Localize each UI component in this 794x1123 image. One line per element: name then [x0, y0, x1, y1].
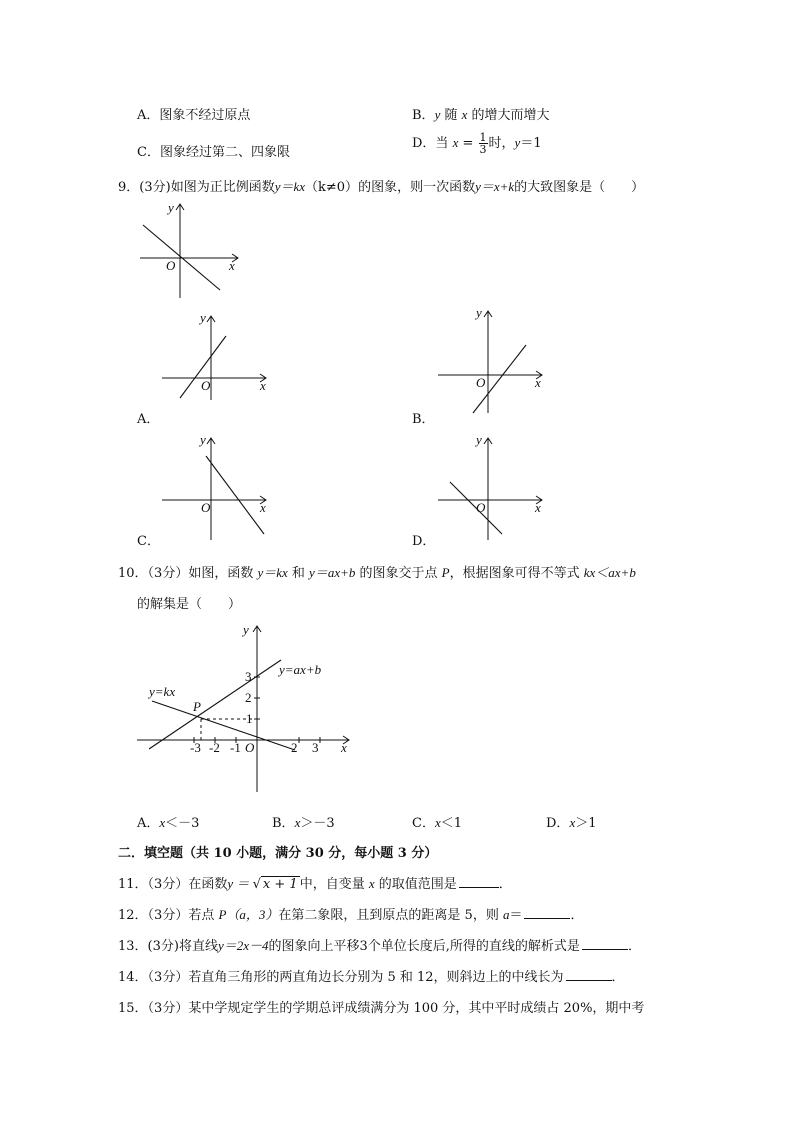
- q10-option-b-letter: B．: [272, 816, 295, 831]
- q10-option-c-letter: C．: [412, 816, 435, 831]
- q9-option-d-graph: [436, 432, 548, 542]
- q9-option-b-letter: B．: [412, 412, 435, 427]
- q12-text-2: 在第二象限，且到原点的距离是 5，则: [278, 908, 503, 923]
- q8-option-d-fraction: [479, 132, 488, 155]
- q10-line-kx-label: y=kx: [149, 684, 176, 699]
- q9-option-c-graph: [160, 432, 272, 542]
- q11-radicand: x + 1: [262, 877, 298, 892]
- q11: [118, 873, 512, 892]
- q10-text-3: 的图象交于点: [355, 566, 442, 581]
- q8-option-a: A．图象不经过原点: [137, 108, 251, 123]
- q9-option-a-graph: [160, 310, 272, 400]
- q10-formula-1: y＝kx: [257, 565, 288, 580]
- q9-number: 9．(3分): [118, 180, 171, 195]
- q10-option-a-letter: A．: [137, 816, 160, 831]
- q10-point: P: [441, 565, 450, 580]
- q10-option-b: [272, 812, 335, 831]
- q14-end: ．: [611, 970, 625, 985]
- q11-text-2: 中，自变量: [299, 877, 369, 892]
- q12-text-1: 若点: [188, 908, 219, 923]
- q10-x-label: x: [341, 740, 347, 755]
- q10-y-tick-2: 2: [245, 690, 252, 705]
- q9-option-c-letter: C．: [137, 534, 160, 549]
- q15: [118, 997, 644, 1016]
- q14-number: 14．（3分）: [118, 970, 189, 985]
- q10-option-b-rel: ＞－3: [300, 816, 335, 831]
- q10-point-label: P: [193, 699, 201, 714]
- q13: [118, 935, 641, 954]
- q9-option-a-letter: A．: [137, 412, 160, 427]
- q8-option-c: C．图象经过第二、四象限: [137, 145, 290, 160]
- q11-text-3: 的取值范围是: [374, 877, 457, 892]
- q12: [118, 904, 584, 923]
- q8-option-b-mid: 随: [440, 108, 462, 123]
- q9-text-3: 的大致图象是（ ）: [514, 180, 645, 195]
- q10-figure: [135, 618, 355, 796]
- fraction-numerator: 1: [479, 131, 487, 144]
- q14: [118, 966, 625, 985]
- q10-option-c-rel: ＜1: [440, 816, 463, 831]
- q11-text-1: 在函数: [188, 877, 228, 892]
- q10-line-kx: [152, 701, 295, 750]
- q14-text-1: 若直角三角形的两直角边长分别为 5 和 12，则斜边上的中线长为: [188, 970, 564, 985]
- q9-option-c-y-label: y: [200, 432, 206, 447]
- q9-option-a-x-label: x: [260, 378, 266, 393]
- q13-text-2: 的图象向上平移3个单位长度后,所得的直线的解析式是: [268, 939, 580, 954]
- q9-text-2: 的图象，则一次函数: [358, 180, 476, 195]
- q10-option-a-var: x: [159, 815, 166, 830]
- q10-option-b-var: x: [294, 815, 301, 830]
- q12-answer-blank[interactable]: [524, 906, 570, 919]
- q9-option-d-letter: D．: [412, 534, 436, 549]
- q13-formula: y＝2x－4: [217, 938, 269, 953]
- q11-number: 11．（3分）: [118, 877, 189, 892]
- q10-x-tick-neg1: -1: [230, 740, 241, 755]
- q10-stem: [118, 562, 636, 581]
- q10-origin-label: O: [245, 740, 255, 755]
- q10-option-d-letter: D．: [546, 816, 570, 831]
- q9-main-origin-label: O: [166, 258, 176, 273]
- section-2-title: 二．填空题（共 10 小题，满分 30 分，每小题 3 分）: [118, 846, 438, 861]
- q8-option-b-suffix: 的增大而增大: [467, 108, 550, 123]
- q8-option-d-y: y: [514, 135, 521, 150]
- q9-option-d-y-label: y: [476, 432, 482, 447]
- q10-x-tick-3: 3: [312, 740, 319, 755]
- q8-option-b-letter: B．: [412, 108, 435, 123]
- q10-inequality: kx＜ax+b: [583, 565, 636, 580]
- q9-main-figure: [135, 198, 245, 300]
- q13-text-1: 将直线: [178, 939, 218, 954]
- q9-option-b-graph: [436, 305, 548, 417]
- q15-number: 15．（3分）: [118, 1001, 189, 1016]
- q10-option-d: [546, 812, 597, 831]
- q10-x-tick-neg3: -3: [190, 740, 201, 755]
- fraction-denominator: 3: [479, 143, 487, 156]
- q9-option-d-x-label: x: [535, 500, 541, 515]
- q10-line-ax-b-label: y=ax+b: [279, 662, 322, 677]
- q9-option-b-origin-label: O: [476, 375, 486, 390]
- q15-text-1: 某中学规定学生的学期总评成绩满分为 100 分，其中平时成绩占 20%，期中考: [188, 1001, 645, 1016]
- q8-option-b-x: x: [461, 107, 468, 122]
- q10-line-ax-b: [149, 660, 281, 749]
- q9-stem: [118, 176, 644, 195]
- q8-option-d-prefix: D．当: [412, 136, 453, 151]
- q10-option-a-rel: ＜－3: [165, 816, 200, 831]
- q8-option-d-eq: =: [458, 136, 478, 151]
- q8-option-d: [412, 132, 542, 155]
- q9-option-b-x-label: x: [535, 375, 541, 390]
- q10-y-label: y: [243, 622, 249, 637]
- q10-option-c: [412, 812, 462, 831]
- q10-option-d-rel: ＞1: [575, 816, 597, 831]
- q12-var: a: [502, 907, 510, 922]
- q13-answer-blank[interactable]: [582, 937, 628, 950]
- q13-end: ．: [627, 939, 641, 954]
- q9-option-d-origin-label: O: [476, 500, 486, 515]
- q11-end: ．: [498, 877, 512, 892]
- q8-option-d-mid: 时，: [488, 136, 515, 151]
- q10-number: 10．（3分）: [118, 566, 189, 581]
- q10-option-d-var: x: [569, 815, 576, 830]
- q9-option-c-x-label: x: [260, 500, 266, 515]
- q11-formula-lhs: y ＝: [227, 876, 253, 891]
- q9-option-a-origin-label: O: [201, 378, 211, 393]
- q9-option-a-y-label: y: [200, 310, 206, 325]
- q11-var: x: [368, 876, 375, 891]
- q8-option-b: [412, 104, 550, 123]
- q10-x-tick-neg2: -2: [209, 740, 220, 755]
- q10-text-2: 和: [287, 566, 310, 581]
- q10-option-c-var: x: [434, 815, 441, 830]
- q12-end: ．: [570, 908, 584, 923]
- q12-text-3: ＝: [509, 908, 523, 923]
- q9-condition: （k≠0）: [305, 180, 359, 195]
- q14-answer-blank[interactable]: [566, 968, 612, 981]
- q10-text-4: ，根据图象可得不等式: [449, 566, 584, 581]
- q10-formula-2: y＝ax+b: [309, 565, 356, 580]
- q9-formula-1: y＝kx: [274, 179, 306, 194]
- q9-option-b-y-label: y: [476, 305, 482, 320]
- q10-x-tick-2: 2: [291, 740, 298, 755]
- q10-option-a: [137, 812, 199, 831]
- q8-option-d-end: ＝1: [520, 136, 542, 151]
- q10-y-tick-3: 3: [245, 669, 252, 684]
- q10-text-1: 如图，函数: [188, 566, 258, 581]
- q8-option-d-x: x: [452, 135, 459, 150]
- q10-stem-line-2: 的解集是（ ）: [137, 597, 242, 612]
- q9-main-y-label: y: [168, 200, 174, 215]
- q12-point: P（a，3）: [218, 907, 279, 922]
- q10-y-tick-1: 1: [246, 711, 253, 726]
- q11-sqrt: √ x + 1: [252, 877, 298, 892]
- q8-option-b-y: y: [434, 107, 441, 122]
- q9-option-c-origin-label: O: [201, 500, 211, 515]
- q9-main-x-label: x: [229, 258, 235, 273]
- q12-number: 12．（3分）: [118, 908, 189, 923]
- q13-number: 13．(3分): [118, 939, 179, 954]
- q11-answer-blank[interactable]: [459, 875, 499, 888]
- q9-text-1: 如图为正比例函数: [170, 180, 275, 195]
- q9-formula-2: y＝x+k: [475, 179, 515, 194]
- q9-option-c-line: [206, 456, 264, 534]
